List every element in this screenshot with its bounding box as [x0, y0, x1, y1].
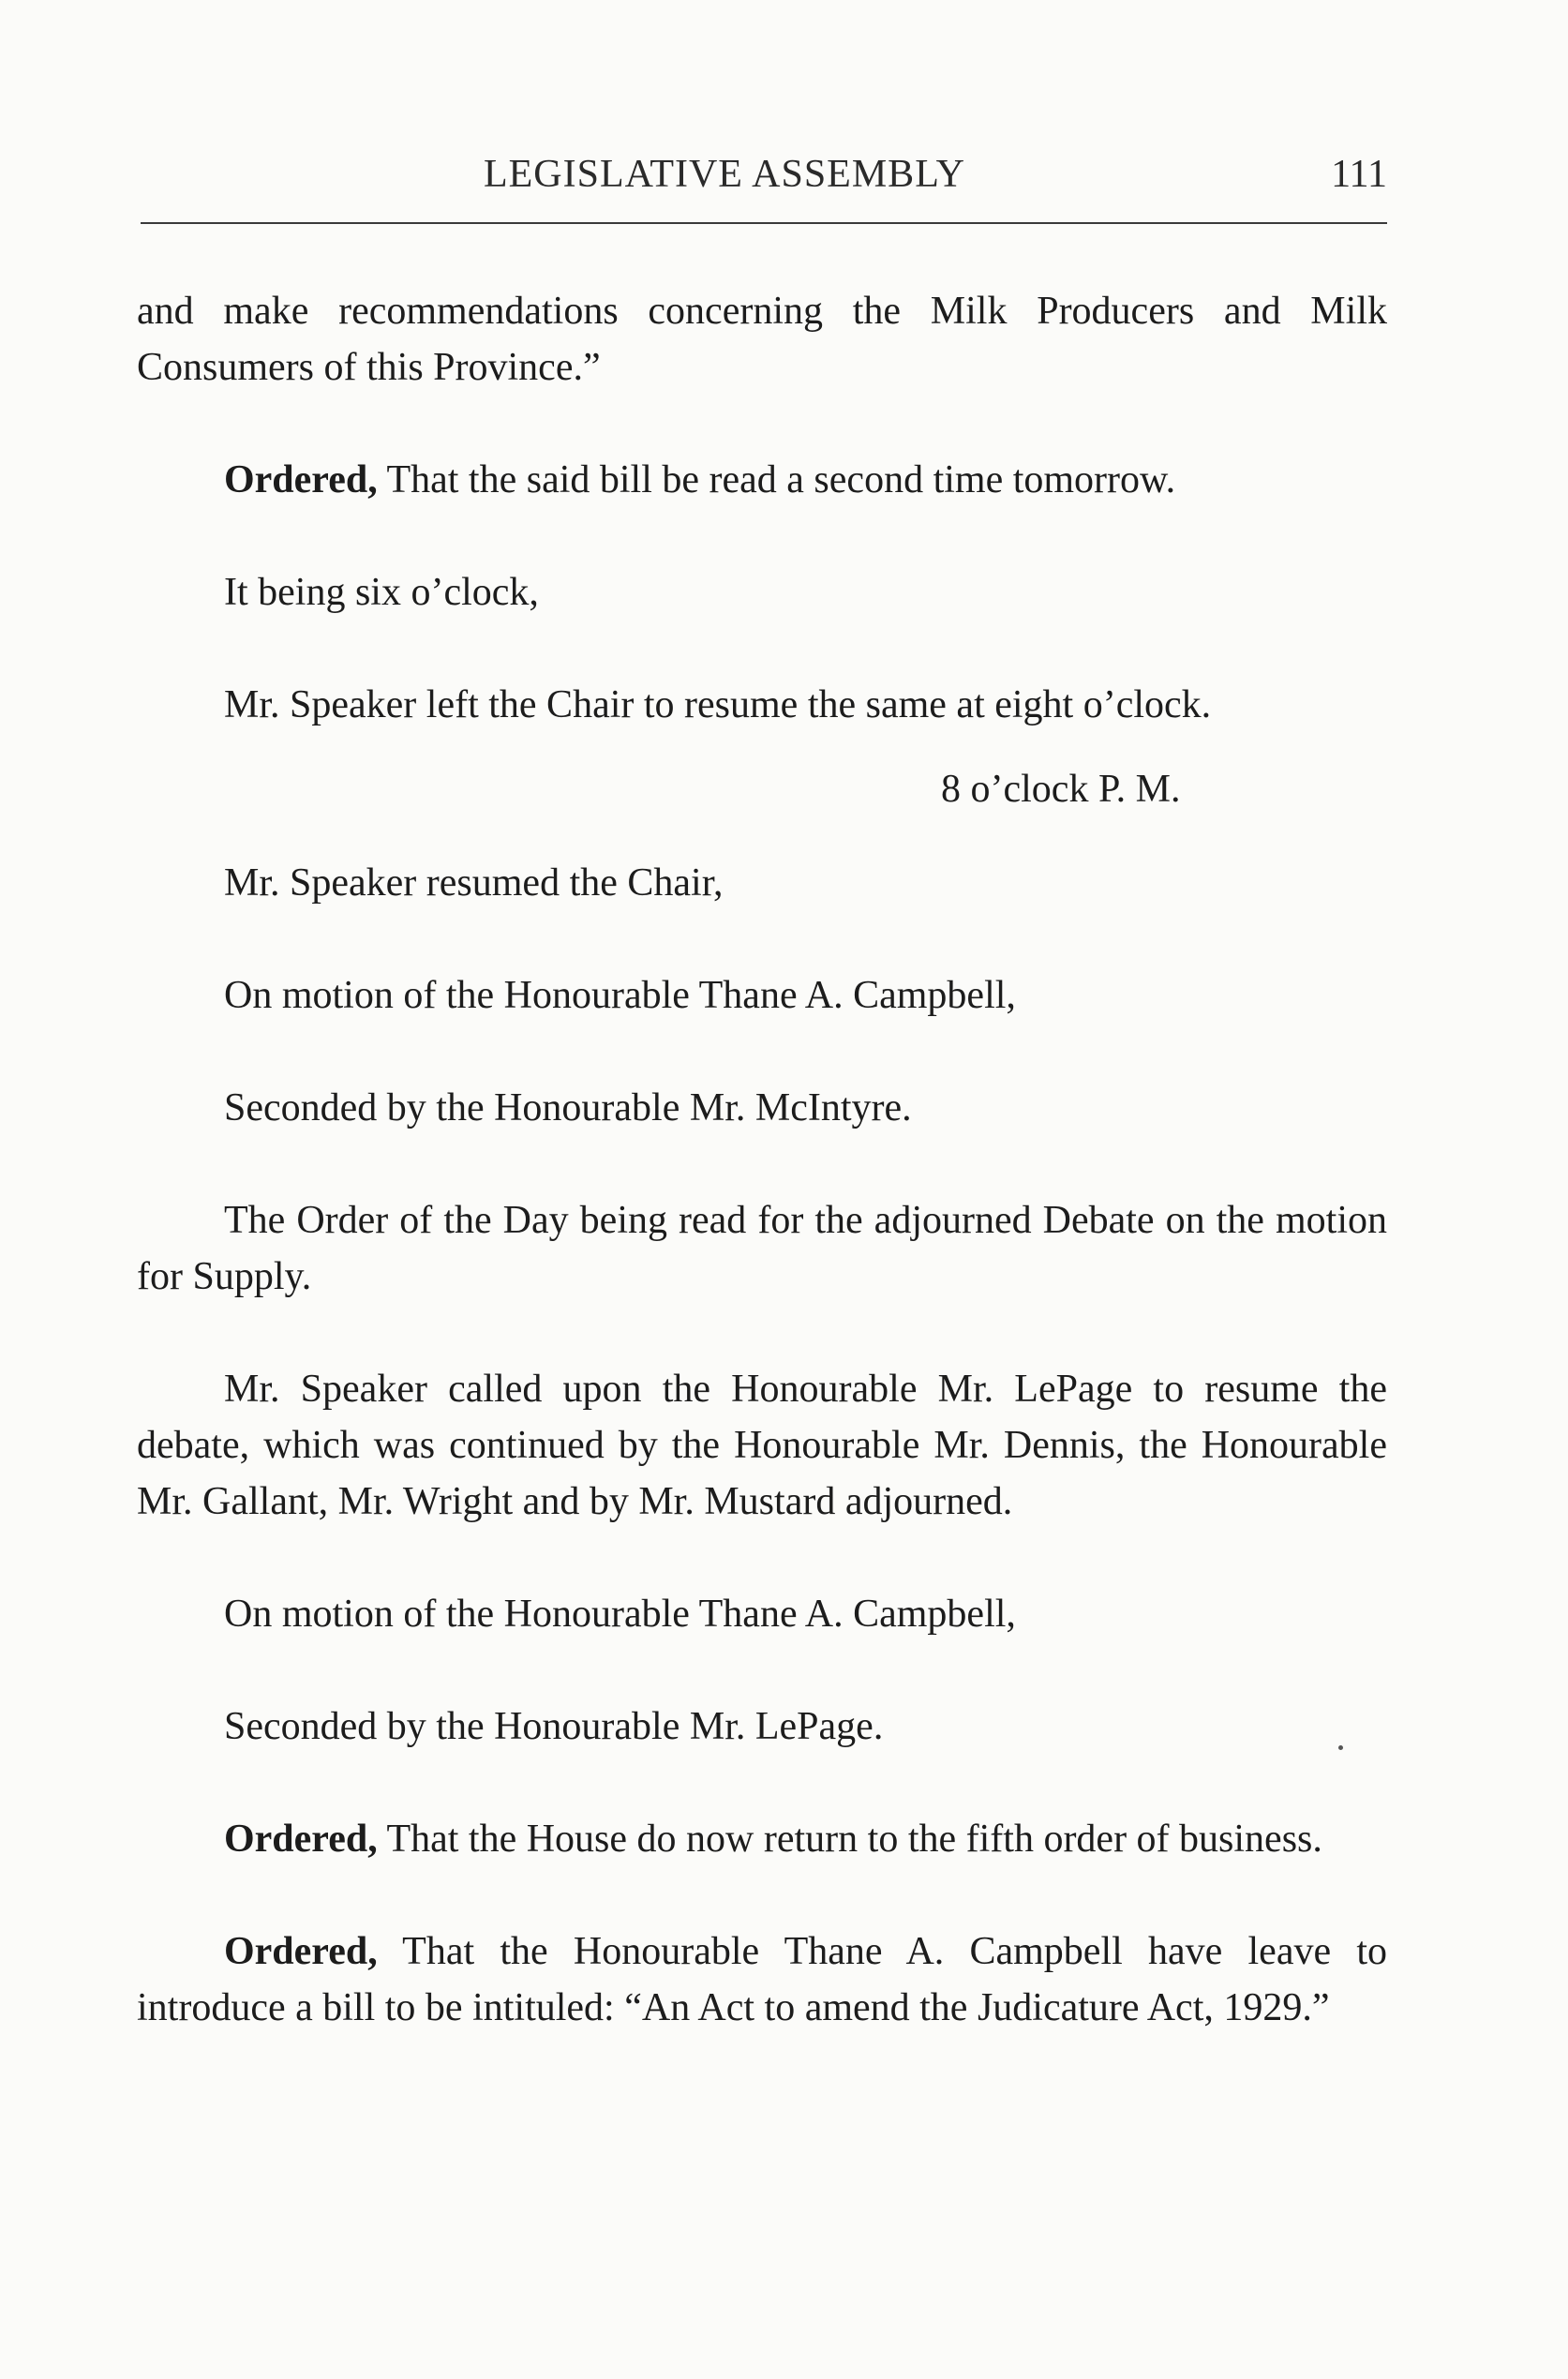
- body-text: [137, 283, 1387, 2092]
- ordered-lead: Ordered,: [224, 458, 378, 501]
- paragraph: Ordered, That the House do now return to the fifth order of business.: [224, 1818, 1322, 1861]
- time-stamp: 8 o’clock P. M.: [941, 768, 1181, 811]
- paragraph: Mr. Speaker resumed the Chair,: [224, 861, 724, 905]
- paragraph: Seconded by the Honourable Mr. McIntyre.: [224, 1086, 912, 1130]
- paragraph: It being six o’clock,: [224, 571, 539, 614]
- paragraph: and make recommendations concerning the Milk Producers and Milk Consumers of this Province.”: [137, 290, 1387, 389]
- header-rule: [141, 222, 1387, 224]
- paragraph: Mr. Speaker called upon the Honourable Mr. LePage to resume the debate, which was continued by the Honourable Mr. Dennis, the Honourable Mr. Gallant, Mr. Wright and by Mr. Mustard adjourned.: [137, 1368, 1387, 1523]
- print-speck: [1338, 1745, 1343, 1750]
- paragraph: On motion of the Honourable Thane A. Campbell,: [224, 974, 1016, 1017]
- paragraph: The Order of the Day being read for the adjourned Debate on the motion for Supply.: [137, 1199, 1387, 1298]
- paragraph: Mr. Speaker left the Chair to resume the same at eight o’clock.: [224, 683, 1212, 726]
- paragraph: Ordered, That the said bill be read a second time tomorrow.: [224, 458, 1176, 501]
- paragraph: Ordered, That the Honourable Thane A. Campbell have leave to introduce a bill to be intituled: “An Act to amend the Judicature Act, 1929.”: [137, 1930, 1387, 2029]
- page-number: 111: [1331, 153, 1387, 196]
- page-header: [137, 152, 1387, 208]
- paragraph: On motion of the Honourable Thane A. Campbell,: [224, 1593, 1016, 1636]
- running-title: LEGISLATIVE ASSEMBLY: [484, 153, 965, 196]
- ordered-lead: Ordered,: [224, 1930, 378, 1973]
- ordered-lead: Ordered,: [224, 1818, 378, 1861]
- document-page: [137, 0, 1387, 2379]
- paragraph: Seconded by the Honourable Mr. LePage.: [224, 1705, 884, 1748]
